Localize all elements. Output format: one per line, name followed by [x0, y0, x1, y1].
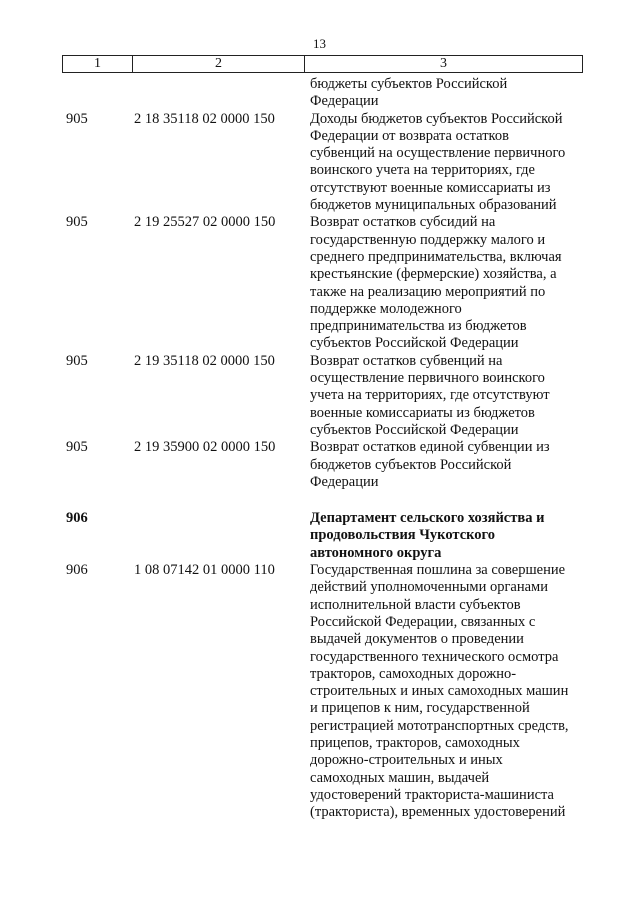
- table-row: [66, 562, 586, 821]
- description-line: бюджеты субъектов Российской: [310, 76, 508, 92]
- admin-code-cell: [66, 76, 134, 111]
- description-line: государственную поддержку малого и: [310, 231, 546, 248]
- budget-classification-code-cell: 2 19 25527 02 0000 150: [134, 214, 276, 231]
- description-line: бюджетов субъектов Российской: [310, 456, 512, 473]
- description-line: государственного технического осмотра: [310, 648, 559, 665]
- description-line: Доходы бюджетов субъектов Российской: [310, 110, 563, 127]
- admin-code-cell: 905: [66, 214, 88, 231]
- description-cell: [310, 214, 582, 352]
- description-line: и прицепов к ним, государственной: [310, 700, 530, 717]
- description-line: субвенций на осуществление первичного: [310, 145, 566, 162]
- description-line: выдачей документов о проведении: [310, 631, 524, 648]
- description-line: действий уполномоченными органами: [310, 579, 548, 596]
- description-line: Российской Федерации, связанных с: [310, 613, 536, 630]
- description-line: Возврат остатков субвенций на: [310, 352, 503, 369]
- description-line: регистрацией мототранспортных средств,: [310, 717, 569, 734]
- description-line: Департамент сельского хозяйства и: [310, 510, 545, 527]
- description-line: Возврат остатков субсидий на: [310, 214, 496, 231]
- budget-classification-code-cell: [134, 510, 310, 562]
- description-line: также на реализацию мероприятий по: [310, 283, 546, 300]
- table-row: [66, 111, 586, 215]
- description-line: субъектов Российской Федерации: [310, 335, 519, 352]
- description-line: предпринимательства из бюджетов: [310, 318, 527, 335]
- description-line: воинского учета на территориях, где: [310, 162, 535, 179]
- description-line: осуществление первичного воинского: [310, 370, 545, 387]
- page-number: 13: [313, 36, 326, 51]
- admin-code-cell: 905: [66, 352, 88, 369]
- description-line: Федерации от возврата остатков: [310, 127, 509, 144]
- table-row: [66, 353, 586, 439]
- description-line: тракторов, самоходных дорожно-: [310, 665, 517, 682]
- section-heading-row: [66, 510, 586, 562]
- column-header-3: 3: [440, 56, 447, 71]
- description-line: самоходных машин, выдачей: [310, 769, 490, 786]
- budget-classification-code-cell: 2 19 35118 02 0000 150: [134, 352, 275, 369]
- description-line: (тракториста), временных удостоверений: [310, 804, 566, 821]
- budget-classification-code-cell: 2 19 35900 02 0000 150: [134, 439, 276, 456]
- admin-code-cell: 906: [66, 510, 88, 527]
- admin-code-cell: 906: [66, 562, 88, 579]
- description-line: бюджетов муниципальных образований: [310, 197, 557, 214]
- budget-classification-code-cell: 1 08 07142 01 0000 110: [134, 562, 275, 579]
- column-header-1: 1: [63, 56, 133, 72]
- description-cell: [310, 562, 582, 821]
- description-line: продовольствия Чукотского: [310, 527, 496, 544]
- table-row: [66, 214, 586, 352]
- description-line: отсутствуют военные комиссариаты из: [310, 179, 551, 196]
- description-cell: [310, 76, 582, 111]
- description-line: автономного округа: [310, 544, 442, 561]
- admin-code-cell: 905: [66, 439, 88, 456]
- description-line: дорожно-строительных и иных: [310, 752, 503, 769]
- description-line: удостоверений тракториста-машиниста: [310, 786, 554, 803]
- description-line: крестьянские (фермерские) хозяйства, а: [310, 266, 557, 283]
- description-line: Федерации: [310, 93, 379, 110]
- table-row: [66, 76, 586, 111]
- budget-classification-code-cell: [134, 76, 310, 111]
- description-cell: [310, 353, 582, 439]
- description-line: прицепов, тракторов, самоходных: [310, 734, 520, 751]
- description-cell: [310, 510, 582, 562]
- table-row: [66, 439, 586, 491]
- budget-classification-code-cell: 2 18 35118 02 0000 150: [134, 110, 275, 127]
- column-header-2: 2: [133, 56, 305, 72]
- table-body: [66, 76, 586, 821]
- description-line: исполнительной власти субъектов: [310, 596, 521, 613]
- description-line: субъектов Российской Федерации: [310, 421, 519, 438]
- table-header: [62, 55, 583, 73]
- admin-code-cell: 905: [66, 110, 88, 127]
- description-line: Федерации: [310, 473, 379, 490]
- description-cell: [310, 439, 582, 491]
- description-cell: [310, 111, 582, 215]
- description-line: Государственная пошлина за совершение: [310, 562, 566, 579]
- description-line: среднего предпринимательства, включая: [310, 248, 562, 265]
- description-line: поддержке молодежного: [310, 300, 462, 317]
- description-line: Возврат остатков единой субвенции из: [310, 439, 550, 456]
- description-line: военные комиссариаты из бюджетов: [310, 404, 535, 421]
- description-line: учета на территориях, где отсутствуют: [310, 387, 550, 404]
- description-line: строительных и иных самоходных машин: [310, 683, 569, 700]
